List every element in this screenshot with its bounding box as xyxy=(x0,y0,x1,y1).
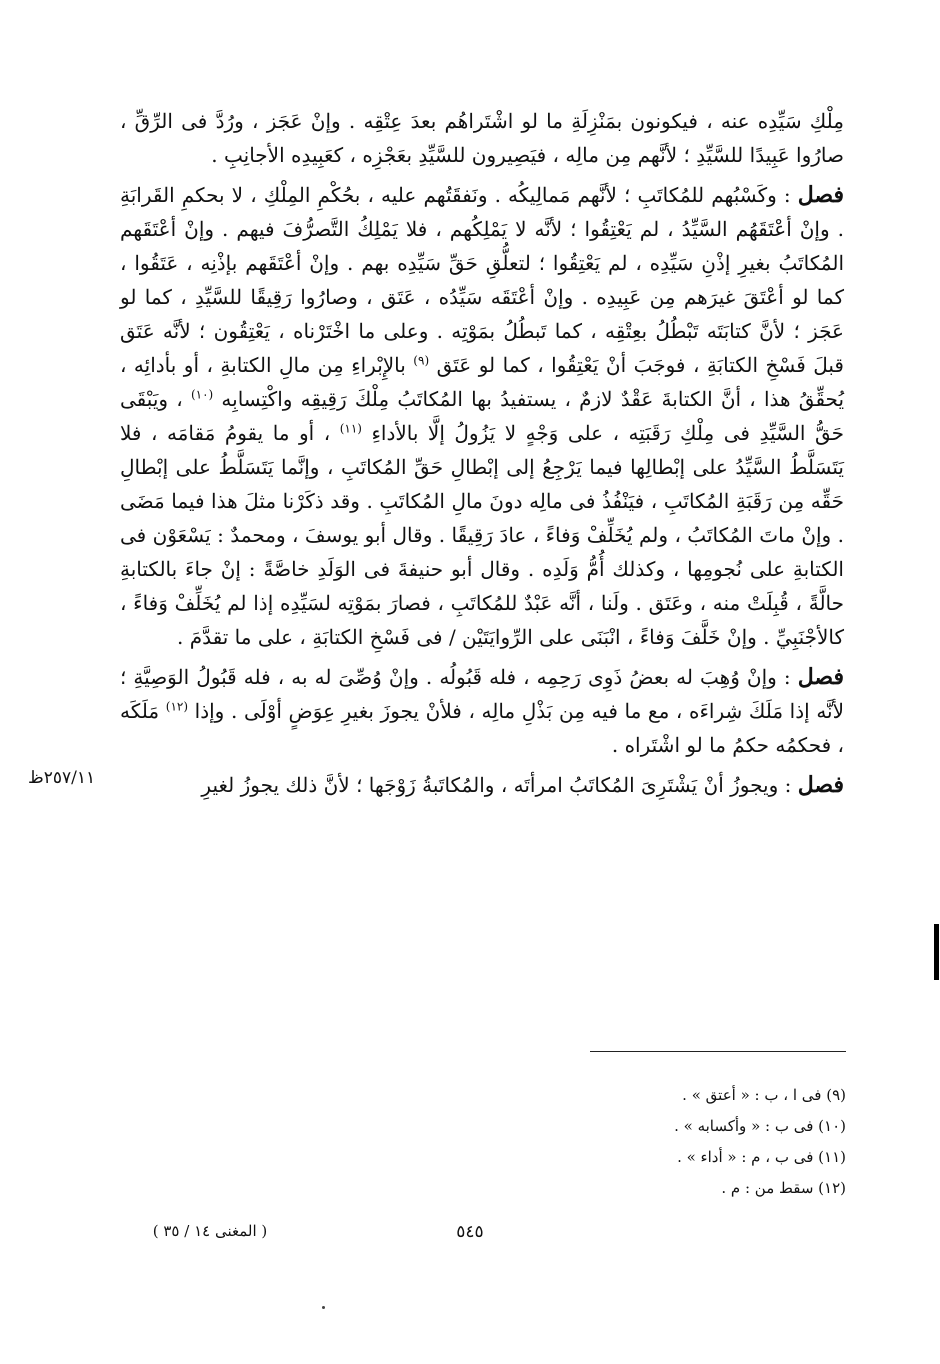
footnote: (٩) فى ا ، ب : « أعتق » . xyxy=(682,1086,846,1104)
main-text xyxy=(120,104,844,808)
footnote-marker[interactable]: (١٠) xyxy=(190,387,214,402)
paragraph-text: ، أو ما يقومُ مَقامَه ، فلا يَتَسَلَّطُ السَّيِّدُ على إبْطالِها فيما يَرْجِعُ إلى إبْطالِ حَقِّ المُكاتَبِ ، وإنَّما يَتَسَلَّطُ على إبْطالِ حَقِّه مِن رَقَبَةِ المُكاتَبِ ، فيَنْفُذُ فى مالِه دونَ مالِ المُكاتَبِ . وقد ذكَرْنا مثلَ هذا فيما مَضَى . وإنْ ماتَ المُكاتَبُ ، ولم يُخَلِّفْ وَفاءً ، عادَ رَقِيقًا . وقال أبو يوسفَ ، ومحمدٌ : يَسْعَوْن فى الكتابةِ على نُجومِها ، وكذلك أُمُّ وَلَدِه . وقال أبو حنيفةَ فى الوَلَدِ خاصَّةً : إنْ جاءَ بالكتابةِ حالَّةً ، قُبِلَتْ منه ، وعَتَق . ولَنا ، أنَّه عَبْدٌ للمُكاتَبِ ، فصارَ بمَوْتِه لسَيِّدِه إذا لم يُخَلِّفْ وَفاءً ، كالأجْنَبِيِّ . وإنْ خَلَّفَ وَفاءً ، انْبَنَى على الرِّوايَتَيْن / فى فَسْخِ الكتابَةِ ، على ما تقدَّمَ . xyxy=(120,421,845,649)
paragraph-text: ، ويَبْقَى حَقُّ السَّيِّدِ فى مِلْكِ رَقَبَتِه ، على وَجْهٍ لا يَزُولُ إلَّا بالأداءِ xyxy=(120,387,845,445)
footnotes xyxy=(440,1080,846,1204)
footnote-marker[interactable]: (٩) xyxy=(413,353,430,368)
footnote: (١٢) سقط من : م . xyxy=(721,1179,846,1197)
section-heading: فصل xyxy=(797,182,844,208)
page-number: ٥٤٥ xyxy=(456,1222,484,1242)
paragraph-section xyxy=(120,768,844,802)
paragraph-text: : وإنْ وُهِبَ له بعضُ ذَوِى رَحِمِه ، فله قَبُولُه . وإنْ وُصِّىَ له به ، فله قَبُولُ الوَصِيَّةِ ؛ لأنَّه إذا مَلَكَ شِراءَه ، مع ما فيه مِن بَذْلِ مالِه ، فلأنْ يجوزَ بغيرِ عِوَضٍ أوْلَى . وإذا xyxy=(120,665,845,723)
section-heading: فصل xyxy=(797,664,844,690)
paragraph-continuation xyxy=(120,104,844,172)
paragraph-text: : وكَسْبُهم للمُكاتَبِ ؛ لأنَّهم مَمالِيكُه . ونَفقَتُهم عليه ، بحُكْمِ المِلْكِ ، لا بحكمِ القَرابَةِ . وإنْ أعْتَقَهُم السَّيِّدُ ، لم يَعْتِقُوا ؛ لأنَّه لا يَمْلِكُهم ، فلا يَمْلِكُ التَّصرُّفَ فيهم . وإنْ أعْتَقَهم المُكاتَبُ بغيرِ إذْنِ سَيِّدِه ، لم يَعْتِقُوا ؛ لتعلُّقِ حَقِّ سَيِّدِه بهم . وإنْ أعْتَقَهم بإذْنِه ، عَتَقُوا ، كما لو أعْتَقَ غيرَهم مِن عَبِيدِه . وإنْ أعْتَقَه سَيِّدُه ، عَتَق ، وصارُوا رَقِيقًا للسَّيِّدِ ، كما لو عَجَز ؛ لأنَّ كتابَتَه تَبْطُلُ بعِتْقِه ، كما تَبطُلُ بمَوْتِه . وعلى ما اخْتَرْناه ، يَعْتِقُون ؛ لأنَّه عَتَق قبلَ فَسْخِ الكتابَةِ ، فوجَبَ أنْ يَعْتِقُوا ، كما لو عَتَق xyxy=(120,183,844,377)
footnote-marker[interactable]: (١١) xyxy=(339,421,362,436)
volume-reference: ( المغنى ١٤ / ٣٥ ) xyxy=(152,1222,268,1240)
paragraph-text: مَلَكَه ، فحكمُه حكمُ ما لو اشْتَراه . xyxy=(120,699,844,757)
scan-dot xyxy=(322,1306,325,1309)
footnote-marker[interactable]: (١٢) xyxy=(165,699,189,714)
paragraph-section xyxy=(120,660,844,762)
paragraph-section xyxy=(120,178,844,654)
paragraph-text: مِلْكِ سَيِّدِه عنه ، فيكونون بمَنْزِلَةِ ما لو اشْتَراهُم بعدَ عِتْقِه . وإنْ عَجَز ، ورُدَّ فى الرِّقِّ ، صارُوا عَبِيدًا للسَّيِّدِ ؛ لأنَّهم مِن مالِه ، فيَصِيرون للسَّيِّدِ بعَجْزِه ، كعَبِيدِه الأجانِبِ . xyxy=(120,109,844,167)
footnote: (١١) فى ب ، م : « أداء » . xyxy=(677,1148,846,1166)
footnote-divider xyxy=(590,1051,846,1052)
paragraph-text: بالإِبْراءِ مِن مالِ الكتابةِ ، أو بأدائِه ، يُحقِّقُ هذا ، أنَّ الكتابةَ عَقْدٌ لازمٌ ، يستفيدُ بها المُكاتَبُ مِلْكَ رَقِيقِه واكْتِسابِه xyxy=(120,353,845,411)
manuscript-side-reference: ٢٥٧/١١ظ xyxy=(28,768,96,788)
margin-bar xyxy=(934,924,939,980)
footnote: (١٠) فى ب : « وأكسابه » . xyxy=(674,1117,846,1135)
section-heading: فصل xyxy=(797,772,844,798)
paragraph-text: : ويجوزُ أنْ يَشْتَرِىَ المُكاتَبُ امرأتَه ، والمُكاتَبةُ زَوْجَها ؛ لأنَّ ذلك يجوزُ لغيرِ xyxy=(201,773,792,797)
